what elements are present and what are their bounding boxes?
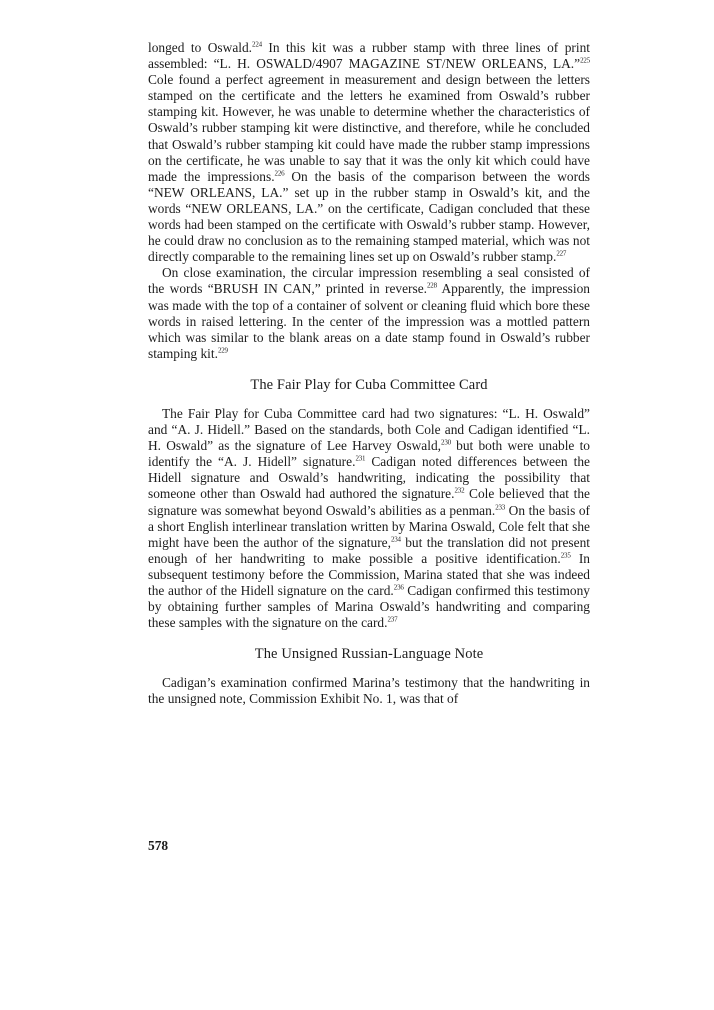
footnote-ref: 224 — [252, 40, 262, 49]
section-fpcc — [148, 406, 590, 631]
section-heading-fpcc: The Fair Play for Cuba Committee Card — [250, 376, 488, 393]
text-run: longed to Oswald. — [148, 40, 253, 55]
section-heading-russian-note: The Unsigned Russian-Language Note — [254, 646, 484, 663]
footnote-ref: 236 — [393, 583, 404, 592]
paragraph-p3 — [148, 406, 590, 631]
page-number: 578 — [148, 838, 169, 853]
footnote-ref: 226 — [274, 169, 285, 178]
text-run: In subsequent testimony before the Commission, Marina stated that she was indeed the author of the Hidell signature on the card. — [148, 550, 590, 598]
section-russian-note — [148, 675, 590, 707]
text-run: On the basis of the comparison between the words “NEW ORLEANS, LA.” set up in the rubber stamp in Oswald’s kit, and the words “NEW ORLEANS, LA.” on the certificate, Cadigan concluded that these words had been stamped on the certificate with Oswald’s rubber stamp. However, he could draw no conclusion as to the remaining stamped material, which was not directly comparable to the remaining lines set up on Oswald’s rubber stamp. — [148, 168, 590, 265]
footnote-ref: 228 — [427, 281, 437, 290]
text-run: Cadigan confirmed this testimony by obtaining further samples of Marina Oswald’s handwriting and comparing these samples with the signature on the card. — [148, 583, 590, 631]
text-run: Cole found a perfect agreement in measurement and design between the letters stamped on the certificate and the letters he examined from Oswald’s rubber stamping kit. However, he was unable to determine whether the characteristics of Oswald’s rubber stamping kit were distinctive, and therefore, while he concluded that Oswald’s rubber stamping kit could have made the rubber stamp impressions on the certificate, he was unable to say that it was the only kit which could have made the impressions. — [148, 72, 590, 184]
text-run: On the basis of a short English interlinear translation written by Marina Oswald, Cole felt that she might have been the author of the signature, — [148, 502, 590, 550]
footnote-ref: 237 — [387, 615, 398, 624]
footnote-ref: 235 — [560, 551, 571, 560]
text-run: The Fair Play for Cuba Committee card had two signatures: “L. H. Oswald” and “A. J. Hidell.” Based on the standards, both Cole and Cadigan identified “L. H. Oswald” as the signature of Lee Harvey Oswald, — [148, 405, 590, 454]
footnote-ref: 227 — [556, 249, 567, 258]
paragraph-p4 — [148, 675, 590, 707]
text-run: Cadigan noted differences between the Hidell signature and Oswald’s handwriting, indicating the possibility that someone other than Oswald had authored the signature. — [148, 454, 590, 502]
text-run: Apparently, the impression was made with the top of a container of solvent or cleaning fluid which bore these words in raised lettering. In the center of the impression was a mottled pattern which was similar to the blank areas on a date stamp found in Oswald’s rubber stamping kit. — [148, 281, 590, 361]
footnote-ref: 225 — [580, 56, 590, 65]
text-run: Cole believed that the signature was somewhat beyond Oswald’s abilities as a penman. — [148, 486, 591, 518]
section-top — [148, 40, 590, 362]
footnote-ref: 231 — [355, 454, 366, 463]
paragraph-p1 — [148, 40, 590, 265]
footnote-ref: 233 — [495, 503, 506, 512]
paragraph-p2 — [148, 265, 590, 362]
document-page — [148, 40, 590, 708]
footnote-ref: 229 — [217, 346, 228, 355]
text-run: Cadigan’s examination confirmed Marina’s testimony that the handwriting in the unsigned note, Commission Exhibit No. 1, was that of — [148, 675, 590, 707]
footnote-ref: 230 — [441, 438, 451, 447]
text-run: On close examination, the circular impression resembling a seal consisted of the words “BRUSH IN CAN,” printed in reverse. — [148, 265, 590, 297]
text-run: but both were unable to identify the “A. J. Hidell” signature. — [148, 438, 590, 470]
text-run: but the translation did not present enough of her handwriting to make possible a positive identification. — [148, 534, 590, 566]
footnote-ref: 234 — [390, 535, 401, 544]
text-run: In this kit was a rubber stamp with three lines of print assembled: “L. H. OSWALD/4907 MAGAZINE ST/NEW ORLEANS, LA.” — [148, 40, 590, 72]
footnote-ref: 232 — [454, 486, 465, 495]
